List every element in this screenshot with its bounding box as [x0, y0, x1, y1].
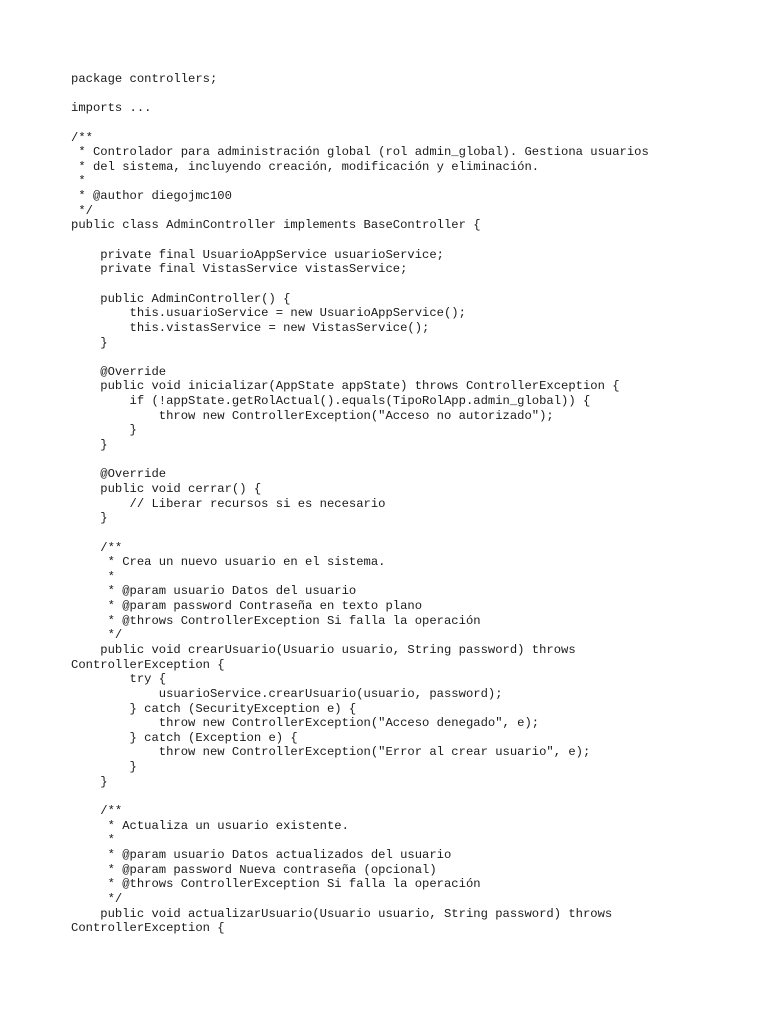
code-line: }	[71, 423, 137, 438]
code-line: private final VistasService vistasService;	[71, 262, 408, 277]
code-line: }	[71, 335, 108, 350]
code-line: @Override	[71, 364, 167, 379]
code-line: * Crea un nuevo usuario en el sistema.	[71, 555, 386, 570]
code-line	[71, 277, 731, 292]
code-line: // Liberar recursos si es necesario	[71, 496, 386, 511]
code-line: ControllerException {	[71, 921, 225, 936]
code-line: * Controlador para administración global (rol admin_global). Gestiona usuarios	[71, 145, 649, 160]
code-line: usuarioService.crearUsuario(usuario, password);	[71, 686, 503, 701]
code-line: * @param usuario Datos del usuario	[71, 584, 357, 599]
code-line	[71, 453, 731, 468]
code-line: this.vistasService = new VistasService();	[71, 320, 430, 335]
code-line: public void cerrar() {	[71, 481, 262, 496]
code-line: public void actualizarUsuario(Usuario usuario, String password) throws	[71, 906, 613, 921]
code-line: try {	[71, 672, 167, 687]
code-line: *	[71, 833, 115, 848]
code-line	[71, 233, 731, 248]
code-line: * @param usuario Datos actualizados del usuario	[71, 847, 452, 862]
code-line: package controllers;	[71, 72, 218, 86]
code-line: * del sistema, incluyendo creación, modificación y eliminación.	[71, 159, 540, 174]
code-line: private final UsuarioAppService usuarioService;	[71, 247, 444, 262]
code-line: * @param password Nueva contraseña (opcional)	[71, 862, 437, 877]
code-line	[71, 350, 731, 365]
code-line: *	[71, 174, 86, 189]
code-line: */	[71, 891, 123, 906]
code-line: public class AdminController implements BaseController {	[71, 218, 481, 233]
code-line: * Actualiza un usuario existente.	[71, 818, 349, 833]
code-line	[71, 526, 731, 541]
code-line: }	[71, 760, 137, 775]
code-line: /**	[71, 540, 123, 555]
code-line	[71, 789, 731, 804]
code-line: }	[71, 511, 108, 526]
code-line: public AdminController() {	[71, 291, 291, 306]
code-line: /**	[71, 804, 123, 819]
code-line: *	[71, 569, 115, 584]
code-line: throw new ControllerException("Acceso denegado", e);	[71, 716, 540, 731]
code-line: throw new ControllerException("Acceso no autorizado");	[71, 408, 554, 423]
code-line: public void inicializar(AppState appState) throws ControllerException {	[71, 379, 620, 394]
code-line: /**	[71, 130, 93, 145]
code-line: throw new ControllerException("Error al crear usuario", e);	[71, 745, 591, 760]
code-line: * @throws ControllerException Si falla la operación	[71, 877, 481, 892]
code-line: * @author diegojmc100	[71, 189, 232, 204]
code-line: }	[71, 774, 108, 789]
code-line: }	[71, 438, 108, 453]
code-line: * @param password Contraseña en texto plano	[71, 599, 423, 614]
code-line: public void crearUsuario(Usuario usuario, String password) throws	[71, 642, 576, 657]
code-line	[71, 116, 731, 131]
code-listing	[71, 72, 731, 936]
code-line: * @throws ControllerException Si falla la operación	[71, 613, 481, 628]
code-line: */	[71, 203, 93, 218]
code-line: ControllerException {	[71, 657, 225, 672]
code-line	[71, 87, 731, 102]
code-line: } catch (SecurityException e) {	[71, 701, 357, 716]
code-line: @Override	[71, 467, 167, 482]
code-line: if (!appState.getRolActual().equals(TipoRolApp.admin_global)) {	[71, 394, 591, 409]
code-line: */	[71, 628, 123, 643]
code-line: imports ...	[71, 101, 152, 116]
code-line: this.usuarioService = new UsuarioAppService();	[71, 306, 466, 321]
code-line: } catch (Exception e) {	[71, 730, 298, 745]
